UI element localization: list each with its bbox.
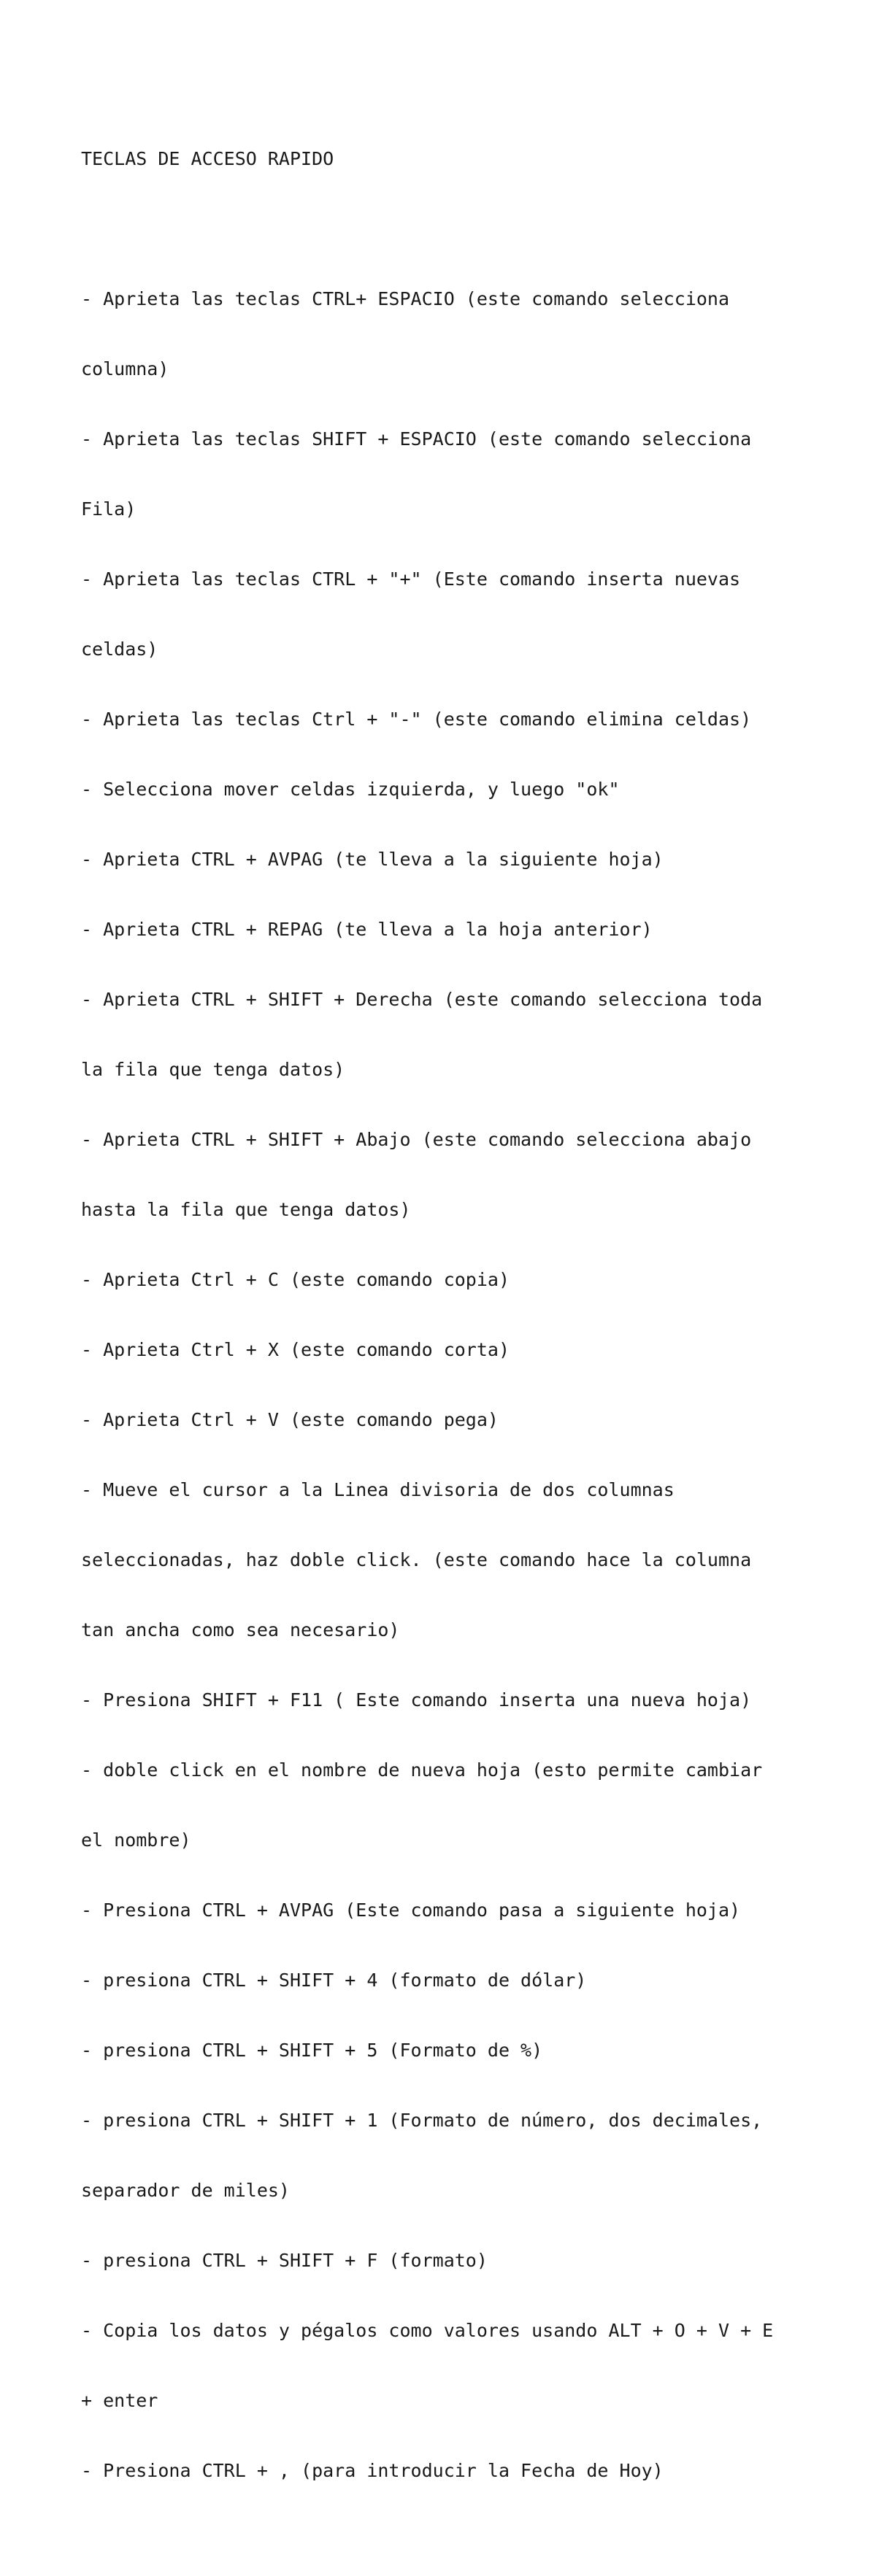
text-line: - Aprieta Ctrl + C (este comando copia) — [81, 1269, 510, 1290]
text-line: + enter — [81, 2390, 158, 2411]
text-line: - Aprieta las teclas SHIFT + ESPACIO (este comando selecciona — [81, 428, 752, 450]
text-line: Fila) — [81, 498, 137, 520]
text-line: - Mueve el cursor a la Linea divisoria de dos columnas — [81, 1479, 675, 1500]
text-line: - doble click en el nombre de nueva hoja (esto permite cambiar — [81, 1759, 763, 1781]
text-line: - Aprieta las teclas CTRL+ ESPACIO (este comando selecciona — [81, 288, 730, 309]
text-line: - Presiona SHIFT + F11 ( Este comando inserta una nueva hoja) — [81, 1689, 752, 1711]
text-line: - Aprieta CTRL + REPAG (te lleva a la hoja anterior) — [81, 919, 653, 940]
text-line: - presiona CTRL + SHIFT + 5 (Formato de %) — [81, 2040, 543, 2061]
text-line: - presiona CTRL + SHIFT + 4 (formato de dólar) — [81, 1970, 587, 1991]
document-title: TECLAS DE ACCESO RAPIDO — [81, 148, 334, 169]
text-line: - presiona CTRL + SHIFT + F (formato) — [81, 2250, 488, 2271]
text-line: - Aprieta CTRL + SHIFT + Abajo (este comando selecciona abajo — [81, 1129, 752, 1150]
text-line: - Presiona CTRL + AVPAG (Este comando pasa a siguiente hoja) — [81, 1900, 741, 1921]
shortcut-list — [81, 241, 811, 2529]
text-line: hasta la fila que tenga datos) — [81, 1199, 411, 1220]
text-line: - Aprieta Ctrl + V (este comando pega) — [81, 1409, 499, 1430]
text-line: - Aprieta CTRL + AVPAG (te lleva a la siguiente hoja) — [81, 849, 664, 870]
text-line: tan ancha como sea necesario) — [81, 1619, 400, 1640]
text-line: - Aprieta CTRL + SHIFT + Derecha (este comando selecciona toda — [81, 989, 763, 1010]
document-body — [81, 101, 811, 2576]
text-line: - Aprieta las teclas CTRL + "+" (Este comando inserta nuevas — [81, 568, 741, 590]
text-line: columna) — [81, 358, 169, 379]
text-line: separador de miles) — [81, 2180, 290, 2201]
text-line: - Aprieta las teclas Ctrl + "-" (este comando elimina celdas) — [81, 709, 752, 730]
text-line: - Aprieta Ctrl + X (este comando corta) — [81, 1339, 510, 1360]
text-line: - Copia los datos y pégalos como valores usando ALT + O + V + E — [81, 2320, 774, 2341]
text-line: - Presiona CTRL + , (para introducir la Fecha de Hoy) — [81, 2460, 664, 2481]
text-line: seleccionadas, haz doble click. (este comando hace la columna — [81, 1549, 752, 1570]
text-line: - presiona CTRL + SHIFT + 1 (Formato de número, dos decimales, — [81, 2110, 763, 2131]
text-line: celdas) — [81, 639, 158, 660]
text-line: - Selecciona mover celdas izquierda, y luego "ok" — [81, 779, 620, 800]
text-line: la fila que tenga datos) — [81, 1059, 345, 1080]
text-line: el nombre) — [81, 1829, 191, 1851]
